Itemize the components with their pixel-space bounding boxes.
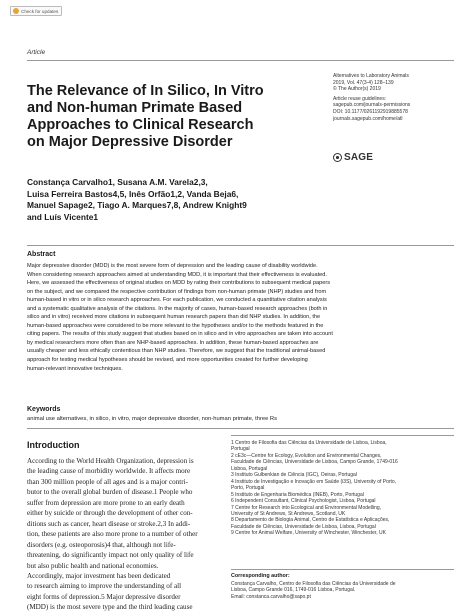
affiliation-line: Faculdade de Ciências, Universidade de Lisboa, Campo Grande, 1749-016 — [231, 459, 398, 466]
sage-logo-icon — [333, 153, 342, 162]
affiliation-line: 7 Centre for Research into Ecological and Environmental Modelling, — [231, 504, 382, 511]
corresponding-email-link[interactable]: Email: constanca.carvalho@sapo.pt — [231, 593, 311, 600]
affiliation-line: Portugal — [231, 446, 250, 453]
abstract-line: human-based approaches were considered to be more relevant to the hypotheses and/or to the methods featured in the — [27, 322, 324, 329]
journal-volume: 2019, Vol. 47(3-4) 128–139 — [333, 79, 394, 86]
affiliation-line: 4 Instituto de Investigação e Inovação em Saúde (i3S), University of Porto, — [231, 478, 397, 485]
intro-line: either by suicide or through the development of other con- — [27, 509, 193, 518]
check-for-updates-label: Check for updates — [21, 8, 59, 14]
affiliation-line: 8 Departamento de Biologia Animal, Centro de Estatística e Aplicações, — [231, 517, 390, 524]
check-for-updates-badge[interactable] — [10, 6, 62, 16]
intro-line: but also public health and national economies. — [27, 561, 159, 570]
affiliation-line: 9 Centre for Animal Welfare, University of Winchester, Winchester, UK — [231, 530, 386, 537]
intro-line: to research aiming to improve the understanding of all — [27, 582, 182, 591]
affiliation-line: 5 Instituto de Engenharia Biomédica (INEB), Porto, Portugal — [231, 491, 364, 498]
journal-name: Alternatives to Laboratory Animals — [333, 73, 409, 79]
sage-logo-text: SAGE — [344, 152, 374, 163]
article-type-label: Article — [27, 49, 46, 56]
abstract-line: on the subject, and we compared the respective contribution of findings from non-human primate (NHP) studies and from — [27, 288, 327, 295]
author-list — [27, 177, 317, 224]
intro-line: ditions such as cancer, heart disease or stroke.2,3 In addi- — [27, 519, 191, 528]
abstract-line: silico and in vitro) received more citations in subsequent human research papers than did NHP studies. In addition, the — [27, 314, 321, 321]
title-line: Approaches to Clinical Research — [27, 117, 254, 133]
affiliation-line: 2 cE3c—Centre for Ecology, Evolution and Environmental Changes, — [231, 452, 382, 459]
journal-home-link[interactable]: journals.sagepub.com/home/atl — [333, 115, 403, 122]
header-divider — [27, 60, 454, 61]
intro-line: the leading cause of morbidity worldwide. It affects more — [27, 467, 191, 476]
intro-line: threatening, do significantly impact not only quality of life — [27, 551, 194, 560]
abstract-line: approach for testing medical hypotheses should be revised, and more opportunities created for further developing — [27, 357, 308, 364]
intro-line: tion, these patients are also more prone to a number of other — [27, 530, 198, 539]
corresponding-line: Lisboa, Campo Grande 016, 1749-016 Lisboa, Portugal. — [231, 587, 356, 594]
intro-line: than 300 million people of all ages and is a major contri- — [27, 477, 188, 486]
author-line: and Luís Vicente1 — [27, 212, 99, 223]
abstract-line: by medical researchers more often than are NHP-based approaches. In addition, these human-based approaches are — [27, 339, 319, 346]
abstract-line: Here, we assessed the effectiveness of original studies on MDD by rating their contributions to subsequent medical papers — [27, 280, 331, 287]
introduction-heading: Introduction — [27, 440, 80, 450]
author-line: Constança Carvalho1, Susana A.M. Varela2,3, — [27, 177, 208, 187]
abstract-line: human-relevant innovative techniques. — [27, 365, 123, 372]
corresponding-divider — [231, 569, 454, 570]
affiliations — [231, 440, 454, 537]
affiliations-divider — [231, 435, 454, 436]
abstract-line: citing papers. The results of this study suggest that studies based on in silico and in vitro approaches are taken into account — [27, 331, 333, 338]
keywords-text: animal use alternatives, in silico, in vitro, major depressive disorder, non-human primate, three Rs — [27, 416, 278, 422]
author-line: Manuel Sapage2, Tiago A. Marques7,8, Andrew Knight9 — [27, 200, 247, 211]
intro-line: disorders (e.g. osteoporosis)4 that, although not life- — [27, 540, 176, 549]
author-line: Luisa Ferreira Bastos4,5, Inês Orfão1,2, Vanda Beja6, — [27, 188, 239, 199]
title-line: on Major Depressive Disorder — [27, 134, 233, 150]
intro-line: Accordingly, major investment has been dedicated — [27, 571, 171, 580]
affiliation-line: Lisboa, Portugal — [231, 465, 268, 472]
affiliation-line: 3 Instituto Gulbenkian de Ciência (IGC), Oeiras, Portugal — [231, 472, 357, 479]
abstract-divider — [27, 245, 454, 246]
intro-line: suffer from depression are more prone to an early death — [27, 498, 185, 507]
title-line: and Non-human Primate Based — [27, 100, 243, 116]
keywords-heading: Keywords — [27, 406, 61, 413]
introduction-text — [27, 456, 222, 613]
abstract-line: and a systematic qualitative analysis of the citations. In the majority of cases, human-based research approaches (both in — [27, 305, 328, 312]
abstract-line: Major depressive disorder (MDD) is the most severe form of depression and the leading cause of disability worldwide. — [27, 263, 318, 269]
intro-line: (MDD) is the most severe type and the third leading cause — [27, 603, 193, 612]
journal-info — [333, 73, 455, 122]
sage-logo — [333, 152, 373, 163]
abstract-text — [27, 262, 454, 373]
abstract-line: When considering research approaches aimed at understanding MDD, it is important that their effectiveness is evaluated. — [27, 271, 327, 278]
affiliation-line: University of St Andrews, St Andrews, Scotland, UK — [231, 510, 346, 517]
check-updates-icon — [13, 8, 19, 14]
corresponding-author-details — [231, 581, 454, 600]
affiliation-line: Porto, Portugal — [231, 485, 265, 492]
title-line: The Relevance of In Silico, In Vitro — [27, 83, 264, 99]
abstract-line: usually cheaper and less ethically contentious than NHP studies. Therefore, we suggest that the traditional animal-based — [27, 348, 326, 355]
abstract-line: human-based in vitro or in silico research approaches. For each publication, we conducted a quantitative citation analysis — [27, 297, 327, 304]
permissions-link[interactable]: sagepub.com/journals-permissions — [333, 102, 411, 109]
intro-line: eight forms of depression.5 Major depressive disorder — [27, 592, 181, 601]
corresponding-author-heading: Corresponding author: — [231, 573, 290, 579]
keywords-divider — [27, 428, 454, 429]
reuse-guidelines-label: Article reuse guidelines: — [333, 95, 387, 102]
abstract-heading: Abstract — [27, 251, 56, 258]
doi-link[interactable]: DOI: 10.1177/0261192919885578 — [333, 108, 408, 115]
corresponding-line: Constança Carvalho, Centro de Filosofia das Ciências da Universidade de — [231, 581, 396, 587]
intro-line: According to the World Health Organization, depression is — [27, 457, 194, 465]
journal-copyright: © The Author(s) 2019 — [333, 86, 381, 93]
intro-line: butor to the overall global burden of disease.1 People who — [27, 488, 193, 497]
affiliation-line: Faculdade de Ciências, Universidade de Lisboa, Lisboa, Portugal — [231, 523, 376, 530]
paper-title — [27, 83, 312, 151]
affiliation-line: 1 Centro de Filosofia das Ciências da Universidade de Lisboa, Lisboa, — [231, 440, 387, 446]
affiliation-line: 6 Independent Consultant, Clinical Psychologist, Lisboa, Portugal — [231, 498, 376, 505]
